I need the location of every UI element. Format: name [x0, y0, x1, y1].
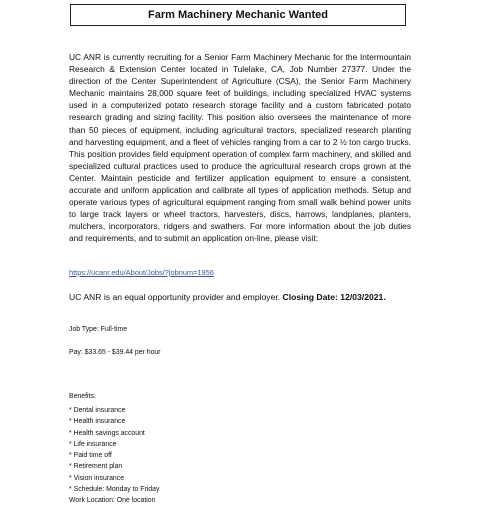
closing-date: Closing Date: 12/03/2021. — [282, 292, 386, 302]
benefit-item: * Paid time off — [69, 452, 112, 460]
page-title: Farm Machinery Mechanic Wanted — [148, 9, 328, 21]
benefits-heading: Benefits: — [69, 393, 96, 400]
benefit-item: * Dental insurance — [69, 407, 126, 414]
title-box — [70, 4, 406, 26]
benefit-item: * Health insurance — [69, 418, 126, 426]
benefit-item: * Retirement plan — [69, 463, 123, 471]
benefit-item: * Vision insurance — [69, 474, 125, 482]
job-link[interactable]: https://ucanr.edu/About/Jobs/?jobnum=1956 — [69, 268, 214, 277]
benefit-item: Work Location: One location — [69, 497, 156, 505]
eeo-text: UC ANR is an equal opportunity provider and employer. — [69, 292, 281, 302]
pay-rate: Pay: $33.65 - $39.44 per hour — [69, 349, 161, 356]
benefits-list — [69, 405, 159, 507]
benefit-item: * Life insurance — [69, 440, 117, 448]
job-type: Job Type: Full-time — [69, 326, 128, 333]
benefit-item: * Schedule: Monday to Friday — [69, 486, 160, 494]
eeo-statement — [69, 292, 419, 302]
job-description: UC ANR is currently recruiting for a Senior Farm Machinery Mechanic for the Intermountain Research & Extension Center located in Tulelake, CA, Job Number 27377. Under the direction of the Center Superintendent of Agriculture (CSA), the Senior Farm Machinery Mechanic maintains 28,000 square feet of buildings, including specialized HVAC systems used in a computerized potato research storage facility and a custom fabricated potato research grading and sizing facility. This position also oversees the maintenance of more than 50 pieces of equipment, including agricultural tractors, specialized research planting and harvesting equipment, and a fleet of vehicles ranging from a car to 2 ½ ton cargo trucks. This position provides field equipment operation of complex farm machinery, and skilled and specialized cultural practices used to produce the agricultural research crops grown at the Center. Maintain pesticide and fertilizer application equipment to ensure a consistent, accurate and uniform application and calibrate all types of application methods. Setup and operate various types of agricultural equipment ranging from small walk behind power units to large track layers or wheel tractors, harvesters, discs, harrows, landplanes, planters, mulchers, incorporators, ridgers and swathers. For more information about the job duties and requirements, and to submit an application on-line, please visit: — [69, 52, 411, 244]
benefit-item: * Health savings account — [69, 429, 145, 437]
